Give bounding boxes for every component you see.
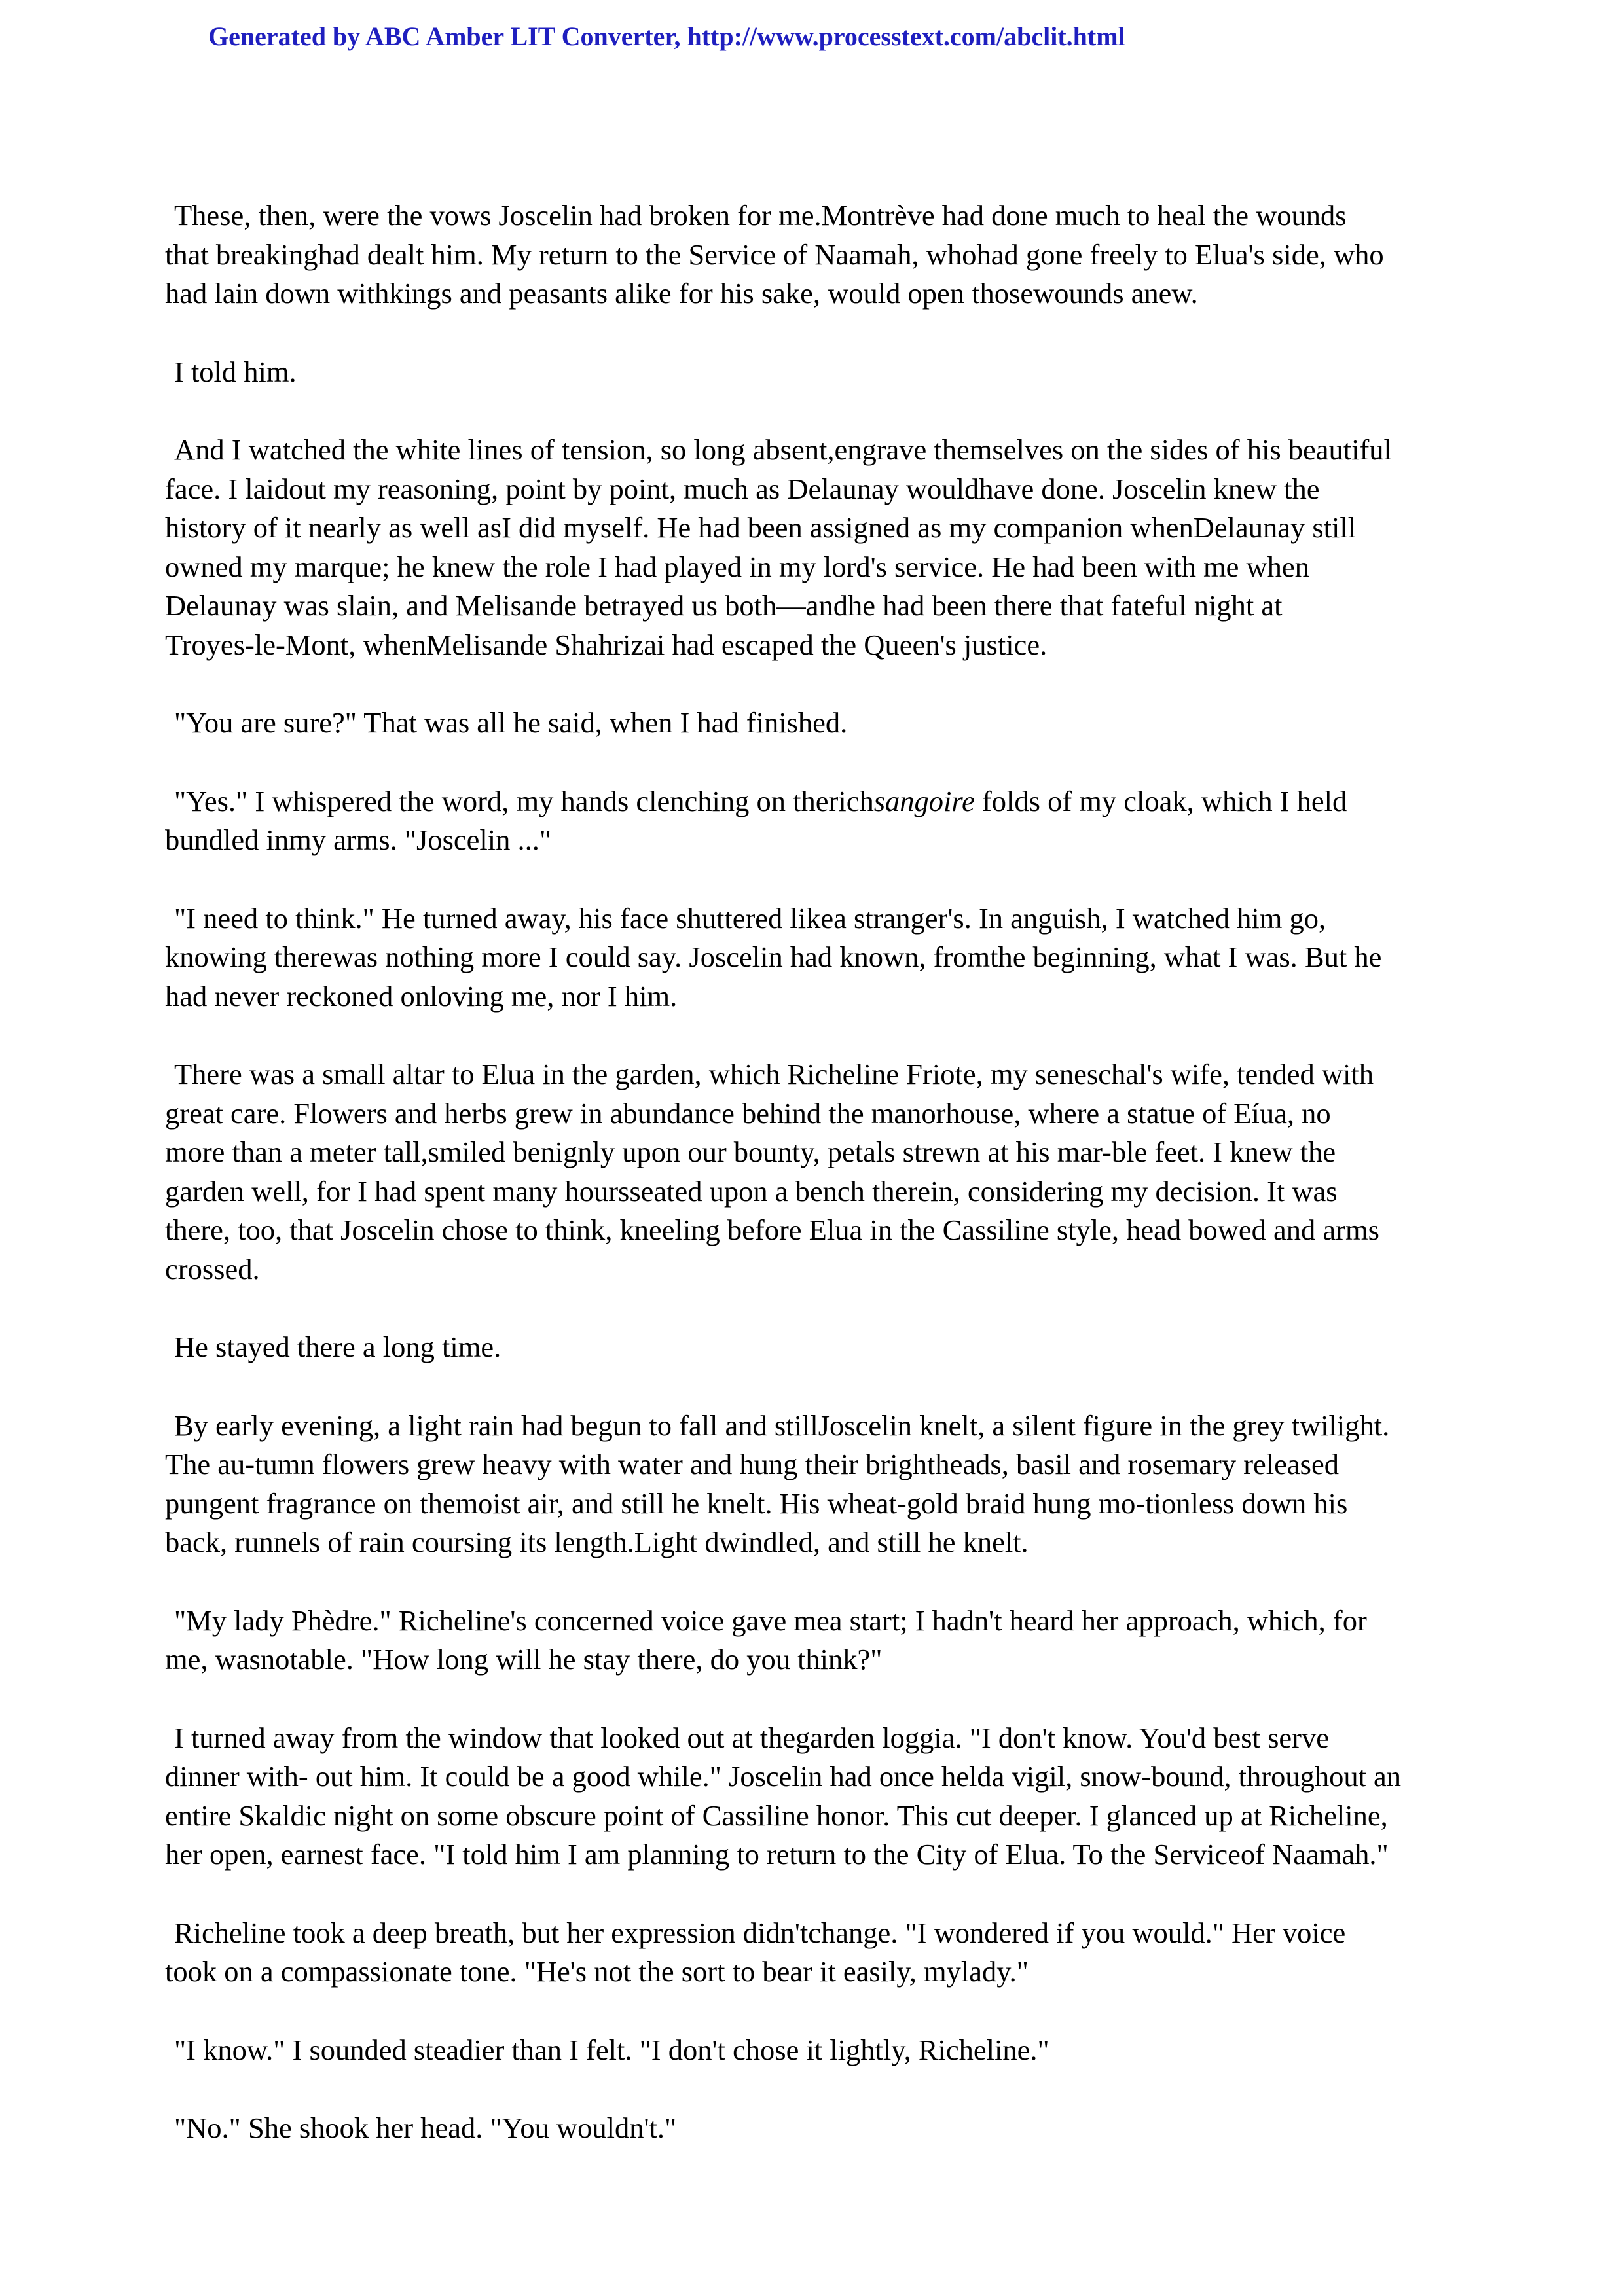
text-line: Richeline took a deep breath, but her expression didn'tchange. "I wondered if you would." Her voice [174, 1916, 1346, 1949]
text-line [165, 782, 1474, 821]
text-line: "I know." I sounded steadier than I felt. "I don't chose it lightly, Richeline." [174, 2033, 1049, 2066]
text-line: These, then, were the vows Joscelin had broken for me.Montrève had done much to heal the wounds [174, 199, 1347, 232]
paragraph [165, 1602, 1474, 1679]
text-line: entire Skaldic night on some obscure point of Cassiline honor. This cut deeper. I glanced up at Richeline, [165, 1799, 1388, 1832]
text-line: I told him. [174, 355, 297, 388]
text-line: had lain down withkings and peasants alike for his sake, would open thosewounds anew. [165, 277, 1198, 310]
text-line: bundled inmy arms. "Joscelin ..." [165, 823, 552, 856]
text-line: back, runnels of rain coursing its length.Light dwindled, and still he knelt. [165, 1526, 1029, 1558]
text-line: her open, earnest face. "I told him I am planning to return to the City of Elua. To the Serviceof Naamah." [165, 1838, 1389, 1871]
text-line: "My lady Phèdre." Richeline's concerned voice gave mea start; I hadn't heard her approach, which, for [174, 1604, 1367, 1637]
text-line: He stayed there a long time. [174, 1331, 501, 1363]
text-line: There was a small altar to Elua in the garden, which Richeline Friote, my seneschal's wife, tended with [174, 1058, 1374, 1090]
text-line: there, too, that Joscelin chose to think, kneeling before Elua in the Cassiline style, head bowed and arms [165, 1213, 1379, 1246]
text-segment: "Yes." I whispered the word, my hands clenching on therich [174, 784, 874, 817]
paragraph [165, 1914, 1474, 1992]
paragraph [165, 353, 1474, 392]
text-line: "You are sure?" That was all he said, when I had finished. [174, 706, 848, 739]
paragraph [165, 1407, 1474, 1562]
emphasized-word: sangoire [873, 784, 975, 817]
paragraph [165, 196, 1474, 314]
text-line: garden well, for I had spent many hoursseated upon a bench therein, considering my decision. It was [165, 1174, 1338, 1208]
text-line: me, wasnotable. "How long will he stay there, do you think?" [165, 1643, 883, 1676]
paragraph [165, 1055, 1474, 1289]
text-line: owned my marque; he knew the role I had played in my lord's service. He had been with me when [165, 550, 1309, 583]
paragraph [165, 899, 1474, 1016]
text-line: history of it nearly as well asI did myself. He had been assigned as my companion whenDelaunay still [165, 511, 1357, 544]
text-segment: folds of my cloak, which I held [974, 784, 1347, 817]
text-line: Troyes-le-Mont, whenMelisande Shahrizai had escaped the Queen's justice. [165, 628, 1048, 661]
paragraph [165, 704, 1474, 743]
paragraph [165, 431, 1474, 664]
converter-header: Generated by ABC Amber LIT Converter, http://www.processtext.com/abclit.html [208, 22, 1125, 51]
paragraph [165, 782, 1474, 860]
text-line: had never reckoned onloving me, nor I him. [165, 979, 678, 1013]
text-line: I turned away from the window that looked out at thegarden loggia. "I don't know. You'd best serve [174, 1721, 1329, 1754]
text-line: great care. Flowers and herbs grew in abundance behind the manorhouse, where a statue of Eíua, no [165, 1096, 1331, 1130]
paragraph [165, 2031, 1474, 2070]
text-line: Delaunay was slain, and Melisande betrayed us both—andhe had been there that fateful night at [165, 589, 1283, 622]
text-line: crossed. [165, 1252, 260, 1285]
text-line: that breakinghad dealt him. My return to the Service of Naamah, whohad gone freely to Elua's side, who [165, 238, 1384, 271]
text-line: The au-tumn flowers grew heavy with water and hung their brightheads, basil and rosemary released [165, 1448, 1339, 1480]
text-line: By early evening, a light rain had begun to fall and stillJoscelin knelt, a silent figure in the grey twilight. [174, 1408, 1390, 1442]
text-line: "I need to think." He turned away, his face shuttered likea stranger's. In anguish, I watched him go, [174, 901, 1326, 935]
text-line: took on a compassionate tone. "He's not the sort to bear it easily, mylady." [165, 1955, 1029, 1988]
text-line: "No." She shook her head. "You wouldn't." [174, 2111, 677, 2144]
paragraph [165, 2109, 1474, 2148]
text-line: pungent fragrance on themoist air, and still he knelt. His wheat-gold braid hung mo-tionless down his [165, 1486, 1348, 1520]
document-body [165, 196, 1474, 2187]
text-line: And I watched the white lines of tension, so long absent,engrave themselves on the sides of his beautiful [174, 433, 1392, 466]
text-line: face. I laidout my reasoning, point by point, much as Delaunay wouldhave done. Joscelin knew the [165, 472, 1320, 505]
text-line: dinner with- out him. It could be a good while." Joscelin had once helda vigil, snow-bound, throughout an [165, 1760, 1402, 1793]
text-line: knowing therewas nothing more I could say. Joscelin had known, fromthe beginning, what I was. But he [165, 941, 1382, 973]
paragraph [165, 1719, 1474, 1874]
text-line: more than a meter tall,smiled benignly upon our bounty, petals strewn at his mar-ble feet. I knew the [165, 1136, 1336, 1168]
paragraph [165, 1328, 1474, 1367]
